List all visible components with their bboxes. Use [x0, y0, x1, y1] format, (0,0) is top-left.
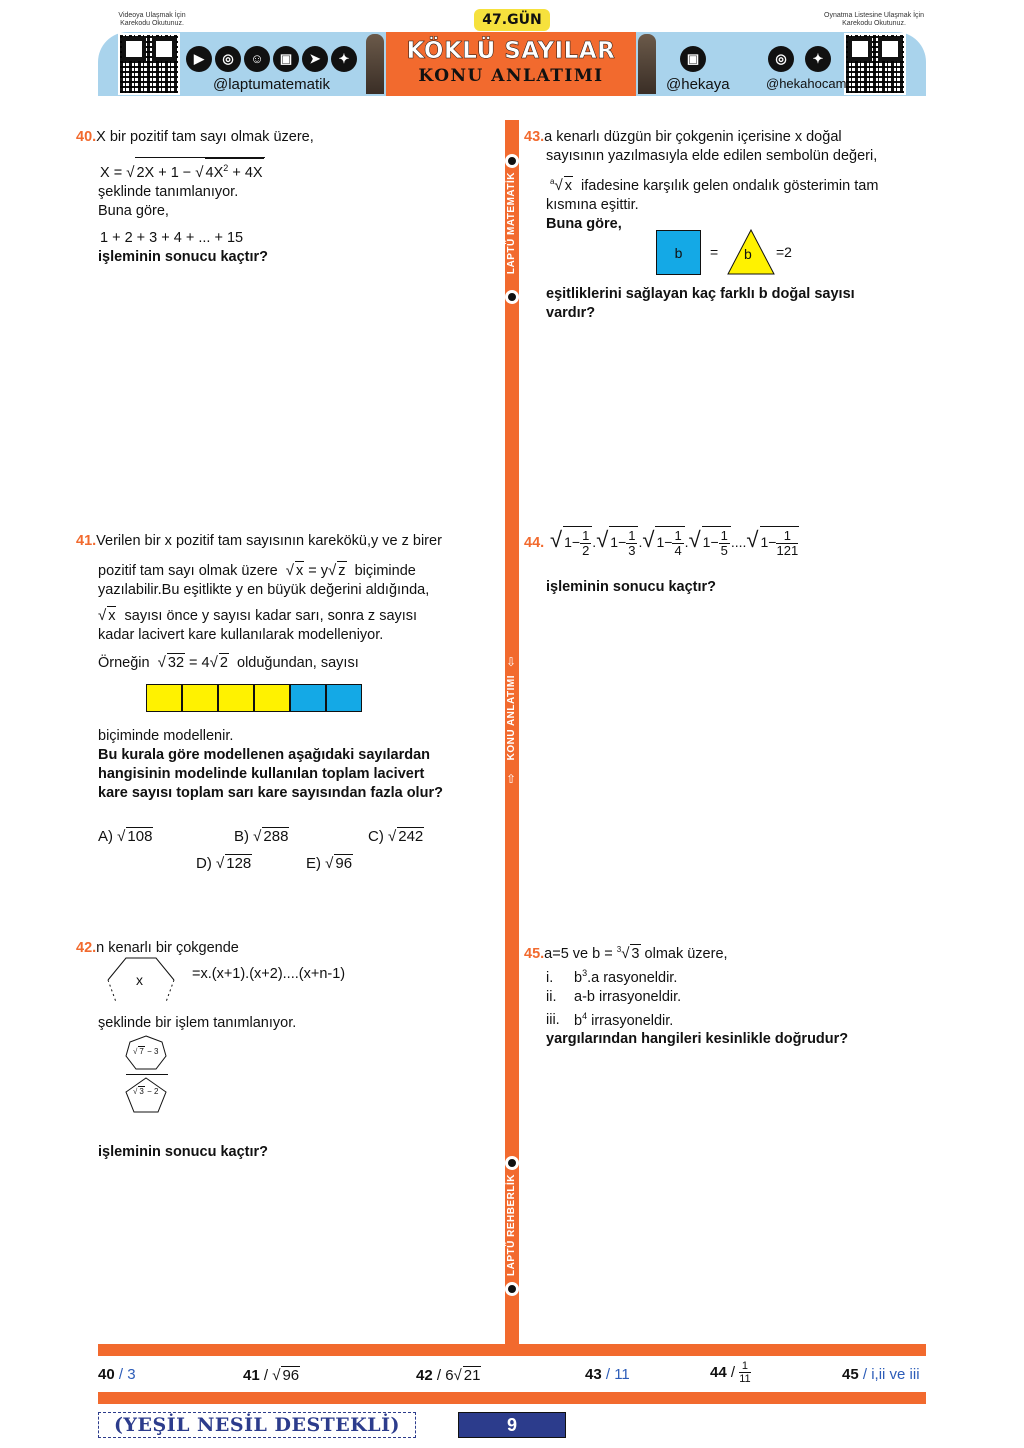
twitter-icon[interactable]: ✦	[331, 46, 357, 72]
option-e[interactable]: E) √ 96	[306, 855, 353, 872]
telegram-icon[interactable]: ➤	[302, 46, 328, 72]
option-value: 242	[398, 828, 424, 845]
option-label: A)	[98, 828, 113, 845]
radicand: x	[564, 177, 572, 194]
statement-text: b	[574, 969, 583, 986]
exponent: 4	[582, 1010, 588, 1021]
answer-number: 40	[98, 1366, 115, 1383]
fraction-numerator: 1	[776, 529, 798, 544]
exponent: 3	[582, 967, 588, 978]
eq-mid: = y	[304, 563, 329, 579]
fraction-numerator: 1	[628, 528, 636, 543]
spine-text-bottom: LAPTÜ REHBERLİK	[506, 1174, 517, 1276]
qr-note-left: Videoya Ulaşmak İçin Karekodu Okutunuz.	[118, 12, 186, 27]
question-text: olduğundan, sayısı	[237, 655, 359, 671]
option-label: E)	[306, 855, 321, 872]
option-value: 128	[226, 855, 252, 872]
qr-note-right: Oynatma Listesine Ulaşmak İçin Karekodu Okutunuz.	[824, 12, 924, 27]
question-text: biçiminde	[354, 563, 416, 579]
question-text: sayısı önce y sayısı kadar sarı, sonra z sayısı	[124, 608, 418, 624]
radicand-inner: 4X	[205, 164, 224, 181]
one: 1	[610, 534, 619, 551]
answer-value: 21	[463, 1367, 481, 1384]
avatar-right	[638, 34, 656, 94]
question-43: 43.a kenarlı düzgün bir çokgenin içerisine x doğal sayısının yazılmasıyla elde edilen sembolün değeri, $^a$√ x ifadesine karşılık gelen ondalık gösterimin tam kısmına eşittir. Buna göre,	[524, 128, 924, 234]
page-number: 9	[458, 1412, 566, 1438]
answer-number: 44	[710, 1364, 727, 1381]
product-expression: √ 1− $\frac{1}{2}$ .√ 1− $\frac{1}{3}$ .√ 1− $\frac{1}{4}$ .√ 1− $\frac{1}{5}$ ....√ 1− $\frac{1}{121}$	[550, 527, 799, 558]
option-b[interactable]: B) √ 288	[234, 828, 289, 845]
statement-text: .a rasyoneldir.	[587, 969, 678, 986]
question-text: ifadesine karşılık gelen ondalık gösterimin tam	[581, 177, 879, 194]
statement-i	[546, 964, 924, 988]
question-number: 44.	[524, 535, 545, 551]
answer-41: 41 / √ 96	[243, 1367, 300, 1384]
radicand: x	[296, 563, 304, 579]
radicand: z	[338, 563, 346, 579]
blue-square	[290, 684, 326, 712]
youtube-icon[interactable]: ▶	[186, 46, 212, 72]
answer-coefficient: 6	[445, 1367, 454, 1384]
answer-value: 96	[282, 1367, 300, 1384]
equals-sign: =	[710, 244, 719, 260]
question-text: a=5 ve b =	[544, 945, 613, 962]
roman-numeral: iii.	[546, 1012, 560, 1029]
question-41-tail	[98, 727, 498, 803]
hexagon-var: x	[136, 972, 143, 988]
fraction-denominator: 4	[674, 543, 682, 558]
divider-knob	[505, 290, 519, 304]
radicand: 2	[219, 655, 228, 671]
yellow-square	[182, 684, 218, 712]
statement-text: a-b irrasyoneldir.	[574, 988, 682, 1005]
answer-number: 42	[416, 1367, 433, 1384]
option-label: C)	[368, 828, 384, 845]
question-40	[76, 128, 496, 267]
spine-text-top: LAPTÜ MATEMATİK	[506, 172, 517, 275]
question-text: a kenarlı düzgün bir çokgenin içerisine x doğal	[544, 129, 842, 145]
statement-iii	[546, 1007, 924, 1031]
question-text: eşitliklerini sağlayan kaç farklı b doğal sayısı	[546, 286, 855, 302]
twitch-icon[interactable]: ▣	[680, 46, 706, 72]
sum-expression: 1 + 2 + 3 + 4 + ... + 15	[100, 229, 244, 246]
handle-laptumatematik[interactable]: @laptumatematik	[213, 76, 330, 93]
question-prompt: yargılarından hangileri kesinlikle doğrudur?	[546, 1031, 849, 1048]
pentagon-value: √ 3 − 2	[133, 1087, 159, 1096]
formula-x: X = √ 2X + 1 − √ $4X^2 + 4X$	[100, 157, 496, 183]
one: 1	[760, 534, 769, 551]
question-prompt: işleminin sonucu kaçtır?	[98, 248, 269, 265]
discord-icon[interactable]: ☺	[244, 46, 270, 72]
instagram-icon[interactable]: ◎	[768, 46, 794, 72]
radicand: 7	[139, 1047, 144, 1056]
statement-text: b	[574, 1012, 583, 1029]
answer-number: 41	[243, 1367, 260, 1384]
option-value: 96	[335, 855, 353, 872]
answer-44: 44 / $\frac{1}{11}$	[710, 1360, 751, 1385]
qr-code-left[interactable]	[118, 33, 180, 95]
fraction-denominator: 5	[720, 543, 728, 558]
question-prompt	[546, 285, 926, 323]
avatar-left	[366, 34, 384, 94]
question-41: 41.Verilen bir x pozitif tam sayısının karekökü,y ve z birer pozitif tam sayı olmak üzere √ x = y√ z biçiminde yazılabilir.Bu eşitlikte y en büyük değerini aldığında, √ x sayısı önce y sayısı kadar sarı, sonra z sayısı kadar lacivert kare kullanılarak modelleniyor. Örneğin √ 32 = 4√ 2 olduğundan, sayısı	[76, 532, 496, 673]
statement-text: irrasyoneldir.	[587, 1012, 674, 1029]
question-number: 41.	[76, 533, 97, 549]
answer-40: 40 / 3	[98, 1366, 136, 1383]
equals-two: =2	[776, 244, 792, 260]
day-badge: 47.GÜN	[474, 9, 550, 31]
answer-number: 43	[585, 1366, 602, 1383]
operation-definition: =x.(x+1).(x+2)....(x+n-1)	[192, 966, 346, 982]
triangle-label: b	[744, 246, 752, 262]
heptagon-value: √ 7 − 3	[133, 1047, 159, 1056]
twitch-icon[interactable]: ▣	[273, 46, 299, 72]
roman-numeral: i.	[546, 969, 554, 986]
option-a[interactable]: A) √ 108	[98, 828, 153, 845]
arrow-down-icon: ⇩	[506, 655, 517, 669]
exponent: 2	[223, 163, 229, 173]
one: 1	[656, 534, 665, 551]
question-text: X bir pozitif tam sayı olmak üzere,	[96, 129, 314, 145]
option-d[interactable]: D) √ 128	[196, 855, 252, 872]
fraction-denominator: 2	[582, 543, 590, 558]
page-title: KÖKLÜ SAYILAR	[406, 38, 616, 64]
question-number: 42.	[76, 940, 97, 956]
handle-hekaya[interactable]: @hekaya	[666, 76, 730, 93]
fraction-numerator: 1	[739, 1360, 750, 1373]
question-text: Bu kurala göre modellenen aşağıdaki sayılardan	[98, 747, 431, 763]
answer-value: 3	[127, 1366, 136, 1383]
fraction-numerator: 1	[674, 528, 682, 543]
answer-42: 42 / 6√ 21	[416, 1367, 481, 1384]
fraction-numerator: 1	[582, 528, 590, 543]
instagram-icon[interactable]: ◎	[215, 46, 241, 72]
radicand: 2X + 1 −	[136, 164, 192, 181]
yesil-nesil-badge: (YEŞİL NESİL DESTEKLİ)	[98, 1412, 416, 1438]
twitter-icon[interactable]: ✦	[805, 46, 831, 72]
answer-value: i,ii ve iii	[871, 1366, 920, 1383]
statement-ii	[546, 988, 924, 1007]
question-text: biçiminde modellenir.	[98, 728, 234, 744]
option-value: 108	[127, 828, 153, 845]
one: 1	[702, 534, 711, 551]
question-text: olmak üzere,	[644, 945, 728, 962]
square-symbol: b	[656, 230, 701, 275]
question-text: hangisinin modelinde kullanılan toplam lacivert	[98, 766, 425, 782]
page-subtitle: KONU ANLATIMI	[418, 66, 604, 86]
fraction-numerator: 1	[720, 528, 728, 543]
question-text: Verilen bir x pozitif tam sayısının karekökü,y ve z birer	[96, 533, 442, 549]
question-text: şeklinde tanımlanıyor.	[98, 183, 239, 200]
title-box	[386, 32, 636, 96]
arrow-up-icon: ⇧	[506, 772, 517, 786]
question-text: sayısının yazılmasıyla elde edilen sembolün değeri,	[546, 148, 878, 164]
yellow-square	[146, 684, 182, 712]
answer-45: 45 / i,ii ve iii	[842, 1366, 920, 1383]
radicand-tail: − 2	[144, 1087, 159, 1096]
one: 1	[564, 534, 572, 551]
question-text: kısmına eşittir.	[546, 196, 639, 213]
divider-knob	[505, 1156, 519, 1170]
question-number: 45.	[524, 945, 545, 962]
question-text: şeklinde bir işlem tanımlanıyor.	[98, 1015, 297, 1031]
divider-knob	[505, 154, 519, 168]
yellow-square	[218, 684, 254, 712]
root-index: a	[550, 177, 555, 186]
answer-43: 43 / 11	[585, 1366, 630, 1383]
question-text: Buna göre,	[98, 202, 169, 219]
radicand-tail: + 4X	[228, 164, 263, 181]
radicand-tail: − 3	[144, 1047, 159, 1056]
handle-hekahocam[interactable]: @hekahocam	[766, 76, 847, 91]
question-number: 40.	[76, 129, 97, 145]
question-prompt: işleminin sonucu kaçtır?	[98, 1144, 269, 1160]
qr-code-right[interactable]	[844, 33, 906, 95]
square-model	[146, 684, 366, 713]
option-c[interactable]: C) √ 242	[368, 828, 424, 845]
blue-square	[326, 684, 362, 712]
answer-bar-top	[98, 1344, 926, 1356]
fraction-denominator: 3	[628, 543, 636, 558]
question-text: Buna göre,	[546, 215, 622, 232]
option-value: 288	[263, 828, 289, 845]
radicand: 3	[139, 1087, 144, 1096]
divider-knob	[505, 1282, 519, 1296]
question-text: kare sayısı toplam sarı kare sayısından fazla olur?	[98, 785, 443, 801]
question-prompt: işleminin sonucu kaçtır?	[546, 579, 717, 595]
eq-mid: = 4	[185, 655, 210, 671]
radicand: x	[108, 608, 116, 624]
option-label: D)	[196, 855, 212, 872]
option-label: B)	[234, 828, 249, 845]
question-44-number	[524, 534, 544, 553]
root-index: 3	[616, 945, 622, 954]
answer-number: 45	[842, 1366, 859, 1383]
question-text: pozitif tam sayı olmak üzere	[98, 563, 278, 579]
formula-lhs: X =	[100, 164, 123, 181]
question-text: Örneğin	[98, 655, 150, 671]
answer-bar-bottom	[98, 1392, 926, 1404]
fraction-denominator: 121	[776, 543, 799, 558]
fraction-denominator: 11	[739, 1373, 751, 1385]
radicand: 32	[167, 655, 185, 671]
question-text: yazılabilir.Bu eşitlikte y en büyük değerini aldığında,	[98, 582, 430, 598]
radicand: 3	[631, 945, 640, 962]
question-text: n kenarlı bir çokgende	[96, 940, 239, 956]
answer-value: 11	[614, 1366, 630, 1383]
fraction-bar	[126, 1074, 168, 1075]
question-number: 43.	[524, 129, 545, 145]
question-text: vardır?	[546, 305, 596, 321]
roman-numeral: ii.	[546, 988, 557, 1005]
question-45: 45.a=5 ve b = $^3$√ 3 olmak üzere, i. $b^3.a$ rasyoneldir. ii. a-b irrasyoneldir. iii. $b^4$ irrasyoneldir. yargılarından hangileri kesinlikle doğrudur?	[524, 940, 924, 1049]
yellow-square	[254, 684, 290, 712]
social-icons-left	[186, 46, 366, 72]
spine-text-middle: KONU ANLATIMI	[506, 675, 517, 761]
question-text: kadar lacivert kare kullanılarak modelleniyor.	[98, 627, 384, 643]
